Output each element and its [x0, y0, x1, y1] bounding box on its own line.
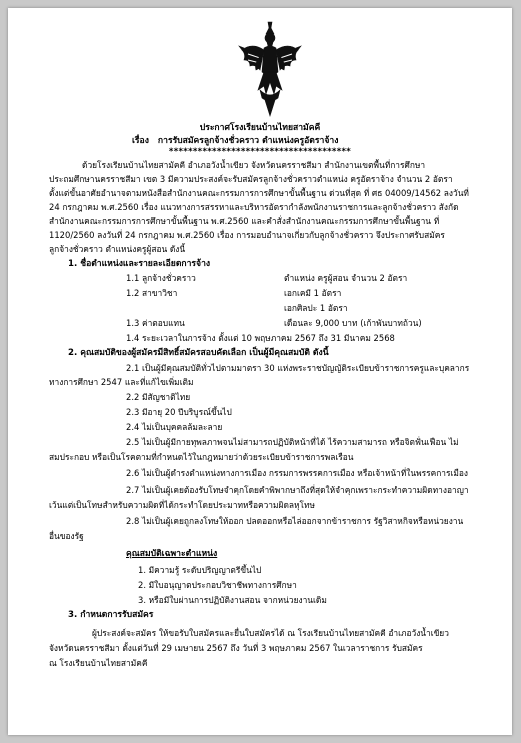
qualification-line: 2.6 ไม่เป็นผู้ดำรงตำแหน่งทางการเมือง กรรมการพรรคการเมือง หรือเจ้าหน้าที่ในพรรคการเมือง: [126, 468, 468, 478]
intro-line: ตั้งแต่ขั้นอาศัยอำนาจตามหนังสือสำนักงานคณะกรรมการการศึกษาขั้นพื้นฐาน ด่วนที่สุด ที่ ศธ 04009/14562 ลงวันที่: [49, 188, 469, 198]
section1-row-value: เดือนละ 9,000 บาท (เก้าพันบาทถ้วน): [284, 318, 422, 328]
garuda-emblem: [238, 20, 302, 120]
qualification-line: 2.7 ไม่เป็นผู้เคยต้องรับโทษจำคุกโดยคำพิพากษาถึงที่สุดให้จำคุกเพราะกระทำความผิดทางอาญา: [126, 485, 469, 495]
specific-qualifications-heading: คุณสมบัติเฉพาะตำแหน่ง: [126, 549, 218, 559]
section3-heading: 3. กำหนดการรับสมัคร: [68, 610, 154, 620]
qualification-line: สมประกอบ หรือเป็นโรคตามที่กำหนดไว้ในกฎหมายว่าด้วยระเบียบข้าราชการพลเรือน: [49, 452, 354, 462]
section1-row-value: เอกศิลปะ 1 อัตรา: [284, 303, 348, 313]
subject-line: [132, 136, 338, 147]
section1-row-value: ตำแหน่ง ครูผู้สอน จำนวน 2 อัตรา: [284, 273, 408, 283]
qualification-line: 2.5 ไม่เป็นผู้มีกายทุพลภาพจนไม่สามารถปฏิบัติหน้าที่ได้ ไร้ความสามารถ หรือจิตฟั่นเฟือน ไม่: [126, 437, 459, 447]
qualification-line: อื่นของรัฐ: [49, 531, 84, 541]
intro-line: ลูกจ้างชั่วคราว ตำแหน่งครูผู้สอน ดังนี้: [49, 244, 186, 254]
intro-line: ด้วยโรงเรียนบ้านไทยสามัคคี อำเภอวังน้ำเขียว จังหวัดนครราชสีมา สำนักงานเขตพื้นที่การศึกษา: [82, 160, 426, 170]
schedule-line: ณ โรงเรียนบ้านไทยสามัคคี: [49, 658, 148, 668]
subject-text: การรับสมัครลูกจ้างชั่วคราว ตำแหน่งครูอัตราจ้าง: [157, 136, 339, 146]
specific-qualification: 3. หรือมีใบผ่านการปฏิบัติงานสอน จากหน่วยงานเดิม: [138, 595, 327, 605]
qualification-line: 2.2 มีสัญชาติไทย: [126, 392, 191, 402]
intro-line: 24 กรกฎาคม พ.ศ.2560 เรื่อง แนวทางการสรรหาและบริหารอัตรากำลังพนักงานราชการและลูกจ้างชั่วคราว สังกัด: [49, 202, 459, 212]
qualification-line: 2.1 เป็นผู้มีคุณสมบัติทั่วไปตามมาตรา 30 แห่งพระราชบัญญัติระเบียบข้าราชการครูและบุคลากร: [126, 363, 470, 373]
star-divider: **************************************: [168, 147, 352, 157]
qualification-line: 2.4 ไม่เป็นบุคคลล้มละลาย: [126, 422, 223, 432]
specific-qualification: 2. มีใบอนุญาตประกอบวิชาชีพทางการศึกษา: [138, 580, 297, 590]
employment-period: 1.4 ระยะเวลาในการจ้าง ตั้งแต่ 10 พฤษภาคม 2567 ถึง 31 มีนาคม 2568: [126, 333, 395, 343]
intro-line: 1120/2560 ลงวันที่ 24 กรกฎาคม พ.ศ.2560 เรื่อง การมอบอำนาจเกี่ยวกับลูกจ้างชั่วคราว จึงประกาศรับสมัคร: [49, 230, 445, 240]
document-page: [8, 8, 512, 735]
intro-line: ประถมศึกษานครราชสีมา เขต 3 มีความประสงค์จะรับสมัครลูกจ้างชั่วคราวตำแหน่ง ครูอัตราจ้าง จำนวน 2 อัตรา: [49, 174, 453, 184]
document-title: ประกาศโรงเรียนบ้านไทยสามัคคี: [199, 123, 321, 133]
section2-heading: 2. คุณสมบัติของผู้สมัครมีสิทธิ์สมัครสอบคัดเลือก เป็นผู้มีคุณสมบัติ ดังนี้: [68, 348, 329, 358]
section1-row-value: เอกเคมี 1 อัตรา: [284, 288, 342, 298]
schedule-line: จังหวัดนครราชสีมา ตั้งแต่วันที่ 29 เมษายน 2567 ถึง วันที่ 3 พฤษภาคม 2567 ในเวลาราชการ รับสมัคร: [49, 643, 423, 653]
intro-line: สำนักงานคณะกรรมการการศึกษาขั้นพื้นฐาน พ.ศ.2560 และคำสั่งสำนักงานคณะกรรมการศึกษาขั้นพื้นฐาน ที่: [49, 216, 440, 226]
section1-row-label: 1.2 สาขาวิชา: [126, 288, 178, 298]
section1-row-label: 1.1 ลูกจ้างชั่วคราว: [126, 273, 196, 283]
qualification-line: ทางการศึกษา 2547 และที่แก้ไขเพิ่มเติม: [49, 377, 194, 387]
qualification-line: เว้นแต่เป็นโทษสำหรับความผิดที่ได้กระทำโดยประมาทหรือความผิดลหุโทษ: [49, 500, 316, 510]
qualification-line: 2.3 มีอายุ 20 ปีบริบูรณ์ขึ้นไป: [126, 407, 232, 417]
specific-qualification: 1. มีความรู้ ระดับปริญญาตรีขึ้นไป: [138, 565, 262, 575]
section1-row-label: 1.3 ค่าตอบแทน: [126, 318, 185, 328]
section1-heading: 1. ชื่อตำแหน่งและรายละเอียดการจ้าง: [68, 259, 211, 269]
qualification-line: 2.8 ไม่เป็นผู้เคยถูกลงโทษให้ออก ปลดออกหรือไล่ออกจากข้าราชการ รัฐวิสาหกิจหรือหน่วยงาน: [126, 516, 464, 526]
schedule-line: ผู้ประสงค์จะสมัคร ให้ขอรับใบสมัครและยื่นใบสมัครได้ ณ โรงเรียนบ้านไทยสามัคคี อำเภอวังน้ำเขียว: [92, 628, 449, 638]
subject-label: เรื่อง: [132, 136, 149, 146]
